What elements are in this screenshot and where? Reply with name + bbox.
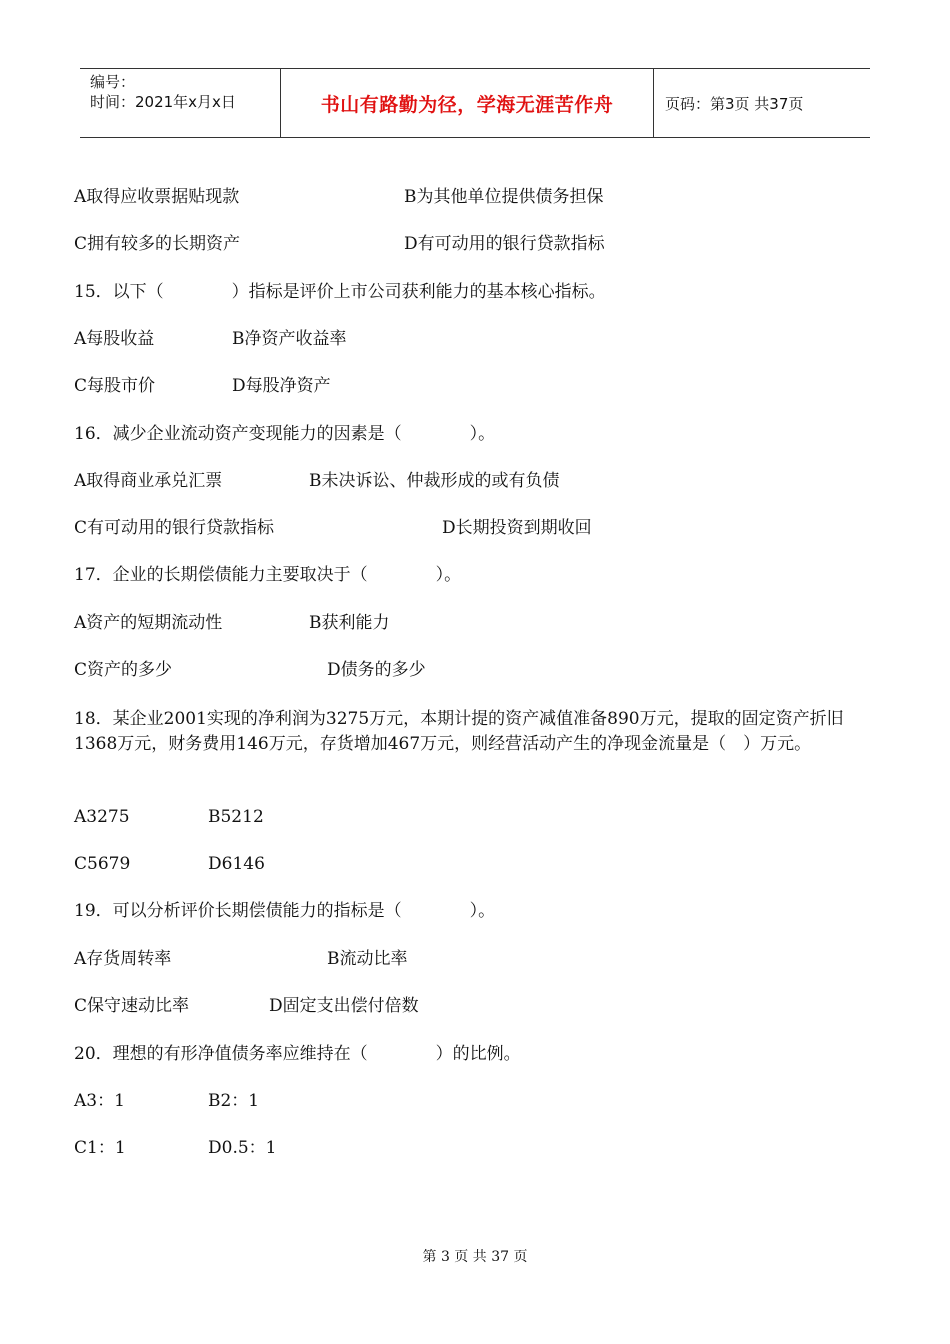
option-20c: C1：1 [74,1138,126,1158]
option-14d: D有可动用的银行贷款指标 [404,234,605,254]
date-label: 时间：2021年x月x日 [90,93,236,111]
question-18-stem: 18．某企业2001实现的净利润为3275万元，本期计提的资产减值准备890万元，提取的固定资产折旧1368万元，财务费用146万元，存货增加467万元，则经营活动产生的净现金流量是（ ）万元。 [74,709,844,754]
question-19-stem: 19．可以分析评价长期偿债能力的指标是（ ）。 [74,901,496,921]
document-header [80,68,870,138]
option-20b: B2：1 [208,1091,260,1111]
page-code: 页码：第3页 共37页 [665,94,804,113]
header-info-cell [80,69,281,137]
question-16-stem: 16．减少企业流动资产变现能力的因素是（ ）。 [74,424,496,444]
option-17d: D债务的多少 [327,660,426,680]
option-18c: C5679 [74,854,131,874]
option-16c: C有可动用的银行贷款指标 [74,518,275,538]
option-15c: C每股市价 [74,376,156,396]
page-footer: 第 3 页 共 37 页 [422,1249,528,1265]
option-20a: A3：1 [74,1091,125,1111]
header-page-cell [655,69,870,137]
option-14b: B为其他单位提供债务担保 [404,187,604,207]
option-16b: B未决诉讼、仲裁形成的或有负债 [309,471,560,491]
option-16d: D长期投资到期收回 [442,518,592,538]
option-19c: C保守速动比率 [74,996,190,1016]
question-15-stem: 15．以下（ ）指标是评价上市公司获利能力的基本核心指标。 [74,282,606,302]
option-19a: A存货周转率 [74,949,172,969]
option-17a: A资产的短期流动性 [74,613,223,633]
option-18b: B5212 [208,807,264,827]
number-label: 编号： [90,73,136,91]
header-motto-cell [281,69,654,137]
option-14c: C拥有较多的长期资产 [74,234,241,254]
option-19d: D固定支出偿付倍数 [269,996,419,1016]
option-15b: B净资产收益率 [232,329,347,349]
option-20d: D0.5：1 [208,1138,277,1158]
option-19b: B流动比率 [327,949,408,969]
option-17c: C资产的多少 [74,660,173,680]
option-18a: A3275 [74,807,130,827]
motto-text: 书山有路勤为径，学海无涯苦作舟 [320,93,614,116]
question-20-stem: 20．理想的有形净值债务率应维持在（ ）的比例。 [74,1044,521,1064]
option-18d: D6146 [208,854,265,874]
option-14a: A取得应收票据贴现款 [74,187,240,207]
option-15a: A每股收益 [74,329,155,349]
question-17-stem: 17．企业的长期偿债能力主要取决于（ ）。 [74,565,462,585]
option-17b: B获利能力 [309,613,390,633]
option-15d: D每股净资产 [232,376,331,396]
option-16a: A取得商业承兑汇票 [74,471,223,491]
